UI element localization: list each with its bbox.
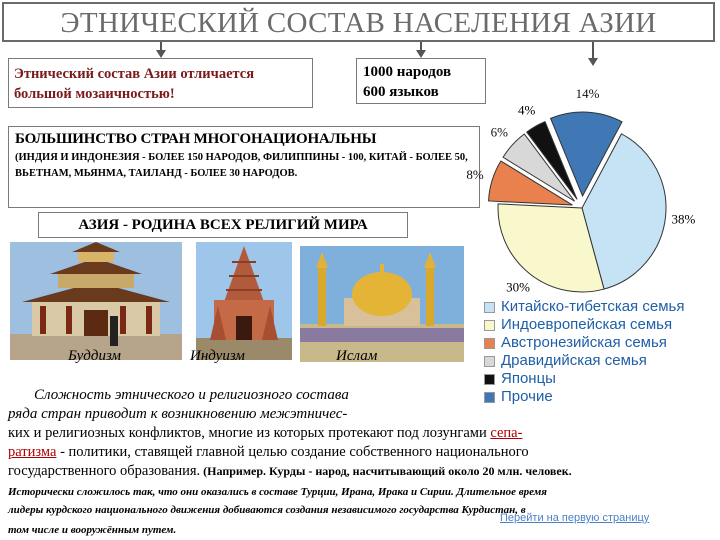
legend-swatch xyxy=(484,392,495,403)
caption-buddhism: Буддизм xyxy=(68,348,122,364)
separatism-term-start: сепа- xyxy=(490,425,523,441)
connector-arrow-right xyxy=(588,58,598,66)
legend-label: Австронезийская семья xyxy=(501,334,667,351)
mosque-photo xyxy=(300,246,464,362)
pie-data-label: 6% xyxy=(490,124,508,140)
paragraph-line-5 xyxy=(8,462,572,480)
kurds-text-line-2: лидеры курдского национального движения добиваются создания независимого государства Курдистан, в xyxy=(8,504,526,516)
legend-item xyxy=(484,352,684,370)
legend-item xyxy=(484,298,684,316)
legend-swatch xyxy=(484,356,495,367)
buddhist-temple-photo xyxy=(10,242,182,360)
mosaic-box: Этнический состав Азии отличается большой мозаичностью! xyxy=(8,58,313,108)
first-page-link[interactable]: Перейти на первую страницу xyxy=(500,512,650,524)
pie-data-label: 4% xyxy=(518,102,536,118)
legend-swatch xyxy=(484,338,495,349)
kurds-text-line-3: том числе и вооружённым путем. xyxy=(8,524,177,536)
paragraph-line-3-text: ких и религиозных конфликтов, многие из которых протекают под лозунгами xyxy=(8,425,491,441)
paragraph-line-3 xyxy=(8,424,522,442)
caption-hinduism: Индуизм xyxy=(190,348,245,364)
multinational-heading: БОЛЬШИНСТВО СТРАН МНОГОНАЦИОНАЛЬНЫ xyxy=(15,131,377,147)
connector-arrow-left xyxy=(156,50,166,58)
paragraph-line-5-text: государственного образования. xyxy=(8,463,201,479)
paragraph-line-2: ряда стран приводит к возникновению межэтничес- xyxy=(8,406,348,422)
kurds-text-line-1: Исторически сложилось так, что они оказались в составе Турции, Ирана, Ирака и Сирии. Длительное время xyxy=(8,486,547,498)
legend-swatch xyxy=(484,302,495,313)
pie-data-label: 8% xyxy=(466,166,484,182)
pie-data-label: 38% xyxy=(671,211,696,227)
multinational-box xyxy=(8,126,480,208)
kurds-example-intro: (Например. Курды - народ, насчитывающий около 20 млн. человек. xyxy=(200,464,572,478)
peoples-box xyxy=(356,58,486,104)
paragraph-line-4 xyxy=(8,443,529,461)
legend-item xyxy=(484,316,684,334)
legend-label: Дравидийская семья xyxy=(501,352,647,369)
legend-item xyxy=(484,370,684,388)
pie-legend xyxy=(484,298,684,406)
separatism-term-end: ратизма xyxy=(8,444,57,460)
legend-label: Китайско-тибетская семья xyxy=(501,298,685,315)
hindu-temple-photo xyxy=(196,242,292,360)
caption-islam: Ислам xyxy=(336,348,378,364)
multinational-text: (ИНДИЯ И ИНДОНЕЗИЯ - БОЛЕЕ 150 НАРОДОВ, ФИЛИППИНЫ - 100, КИТАЙ - БОЛЕЕ 50, ВЬЕТНАМ, МЬЯНМА, ТАИЛАНД - БОЛЕЕ 30 НАРОДОВ. xyxy=(15,152,468,179)
ethnic-pie-chart xyxy=(466,86,720,296)
legend-swatch xyxy=(484,320,495,331)
legend-item xyxy=(484,334,684,352)
pie-data-label: 30% xyxy=(506,279,531,295)
legend-label: Японцы xyxy=(501,370,556,387)
legend-label: Индоевропейская семья xyxy=(501,316,673,333)
page-title: ЭТНИЧЕСКИЙ СОСТАВ НАСЕЛЕНИЯ АЗИИ xyxy=(2,2,715,42)
religions-box: АЗИЯ - РОДИНА ВСЕХ РЕЛИГИЙ МИРА xyxy=(38,212,408,238)
paragraph-line-4-text: - политики, ставящей главной целью создание собственного национального xyxy=(56,444,529,460)
legend-label: Прочие xyxy=(501,388,553,405)
paragraph-line-1: Сложность этнического и религиозного состава xyxy=(34,387,349,403)
pie-data-label: 14% xyxy=(575,86,600,102)
languages-count: 600 языков xyxy=(363,84,439,100)
legend-item xyxy=(484,388,684,406)
legend-swatch xyxy=(484,374,495,385)
connector-arrow-middle xyxy=(416,50,426,58)
peoples-count: 1000 народов xyxy=(363,64,452,80)
